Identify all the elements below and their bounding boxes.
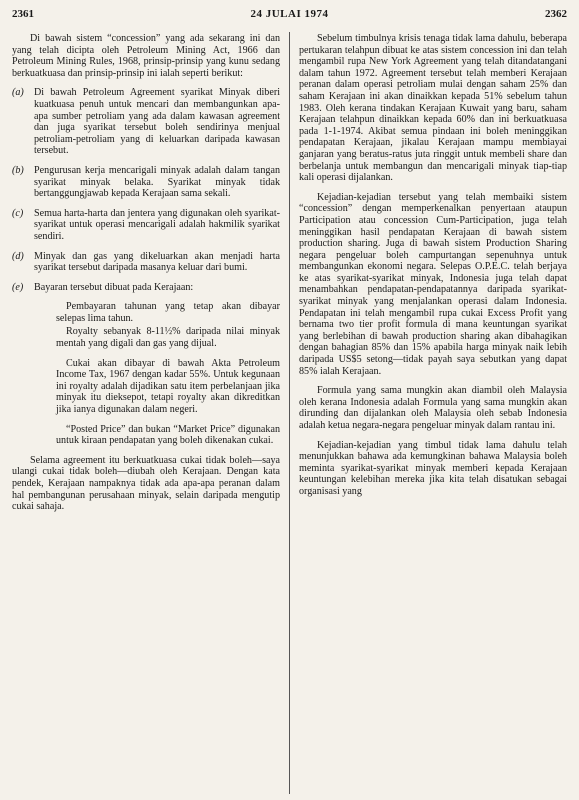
paragraph-energy-crisis: Sebelum timbulnya krisis tenaga tidak lama dahulu, beberapa pertukaran telahpun dibuat ke atas sistem concession ini dan telah mengambil rupa New York Agreement yang telah ditandatangani dalam tahun 1972. Agreement tersebut telah memberi Kerajaan peranan dalam operasi petroliam mulai dengan saham 25% dan saham Kerajaan ini akan dinaikkan kepada 51% sebelum tahun 1983. Oleh kerana tindakan Kerajaan Kuwait yang baru, saham Kerajaan telahpun dinaikkan kepada 60% dan ini berkuatkuasa pada 1-1-1974. Akibat semua pindaan ini boleh meninggikan pendapatan Kerajaan, jikalau Kerajaan mampu membiayai ganjaran yang beratus-ratus juta ringgit untuk membeli share dan berbelanja untuk membangun dan mencarigali minyak tiap-tiap kali operasi dijalankan.: [299, 33, 567, 184]
page-date-header: 24 JULAI 1974: [250, 8, 329, 20]
list-marker: (e): [12, 281, 24, 293]
list-item-text: Bayaran tersebut dibuat pada Kerajaan:: [34, 281, 194, 293]
list-item-c: [12, 208, 280, 243]
list-item-d: [12, 251, 280, 274]
page-number-left: 2361: [12, 8, 34, 20]
paragraph-participation: Kejadian-kejadian tersebut yang telah membaiki sistem “concession” dengan memperkenalkan penyertaan ataupun Participation atau concession Cum-Participation, juga telah meninggikan hasil pendapatan Kerajaan di bawah sistem production sharing. Juga di bawah sistem Production Sharing negara pengeluar boleh campurtangan sepenuhnya untuk membangunkan ekonomi negara. Selepas O.P.E.C. telah berjaya ke atas syarikat-syarikat minyak, Indonesia juga telah dapat menambahkan pendapatan-pendapatannya daripada syarikat-syarikat minyak yang menjalankan operasi dalam Indonesia. Pendapatan ini telah mengambil rupa cukai Excess Profit yang bernama two tier profit formula di mana keuntungan syarikat yang berlebihan di bawah production sharing akan dibahagikan dengan bahagian 85% dan 15% apabila harga minyak naik lebih daripada US$5 setong—tidak payah saya sebutkan yang dapat 85% ialah Kerajaan.: [299, 191, 567, 377]
list-marker: (d): [12, 250, 24, 262]
sub-paragraph-posted-price: “Posted Price” dan bukan “Market Price” digunakan untuk kiraan pendapatan yang boleh dikenakan cukai.: [56, 423, 280, 447]
paragraph-recent-events: Kejadian-kejadian yang timbul tidak lama dahulu telah menunjukkan bahawa ada kemungkinan bahawa Malaysia boleh meminta syarikat-syarikat minyak memberi kepada Kerajaan keuntungan kelebihan mereka jika kita telah disatukan sebagai organisasi yang: [299, 439, 567, 497]
list-marker: (c): [12, 207, 24, 219]
sub-paragraph-annual-payment: Pembayaran tahunan yang tetap akan dibayar selepas lima tahun.: [56, 301, 280, 324]
paragraph-formula-malaysia: Formula yang sama mungkin akan diambil oleh Malaysia oleh kerana Indonesia adalah Formula yang sama mungkin akan dirunding dan dijalankan oleh Malaysia oleh sebab Indonesia adalah ketua negara-negara pengeluar minyak dalam rantau ini.: [299, 385, 567, 431]
list-item-b: [12, 165, 280, 200]
list-marker: (a): [12, 87, 24, 99]
sub-paragraph-income-tax: Cukai akan dibayar di bawah Akta Petroleum Income Tax, 1967 dengan kadar 55%. Untuk kegunaan ini royalty adalah dijadikan satu item perbelanjaan jika minyak itu dieksepot, tetapi royalty akan dikreditkan jika ianya digunakan dalam negeri.: [56, 357, 280, 416]
list-item-text: Minyak dan gas yang dikeluarkan akan menjadi harta syarikat tersebut daripada masanya keluar dari bumi.: [34, 250, 280, 274]
list-item-e: [12, 282, 280, 294]
paragraph-agreement-tax: Selama agreement itu berkuatkuasa cukai tidak boleh—saya ulangi cukai tidak boleh—diubah oleh Kerajaan. Dengan kata pendek, Kerajaan nampaknya tidak ada apa-apa peranan dalam hal pembangunan perusahaan minyak, selain daripada mengutip cukai sahaja.: [12, 454, 280, 513]
intro-paragraph: Di bawah sistem “concession” yang ada sekarang ini dan yang telah dicipta oleh Petroleum Mining Act, 1966 dan Petroleum Mining Rules, 1968, prinsip-prinsip yang kunu sedang berkuatkuasa dan prinsip-prinsip ini ialah seperti berikut:: [12, 33, 280, 79]
list-marker: (b): [12, 164, 24, 176]
column-divider: [289, 32, 290, 794]
list-item-text: Di bawah Petroleum Agreement syarikat Minyak diberi kuatkuasa penuh untuk mencari dan membangunkan apa-apa sumber petroliam yang ada dalam kawasan agreement dan juga syarikat tersebut boleh sendirinya menjual petroliam-petroliam yang di keluarkan daripada kawasan tersebut.: [34, 87, 280, 157]
left-column: [12, 33, 280, 521]
list-item-text: Semua harta-harta dan jentera yang digunakan oleh syarikat-syarikat untuk operasi mencarigali adalah hakmilik syarikat sendiri.: [34, 207, 280, 242]
sub-paragraph-royalty: Royalty sebanyak 8-11½% daripada nilai minyak mentah yang digali dan gas yang dijual.: [56, 326, 280, 350]
right-column: [299, 33, 567, 506]
list-item-text: Pengurusan kerja mencarigali minyak adalah dalam tangan syarikat minyak belaka. Syarikat minyak tidak bertanggungjawab kepada Kerajaan sama sekali.: [34, 164, 280, 200]
list-item-a: [12, 87, 280, 157]
page-number-right: 2362: [545, 8, 567, 20]
